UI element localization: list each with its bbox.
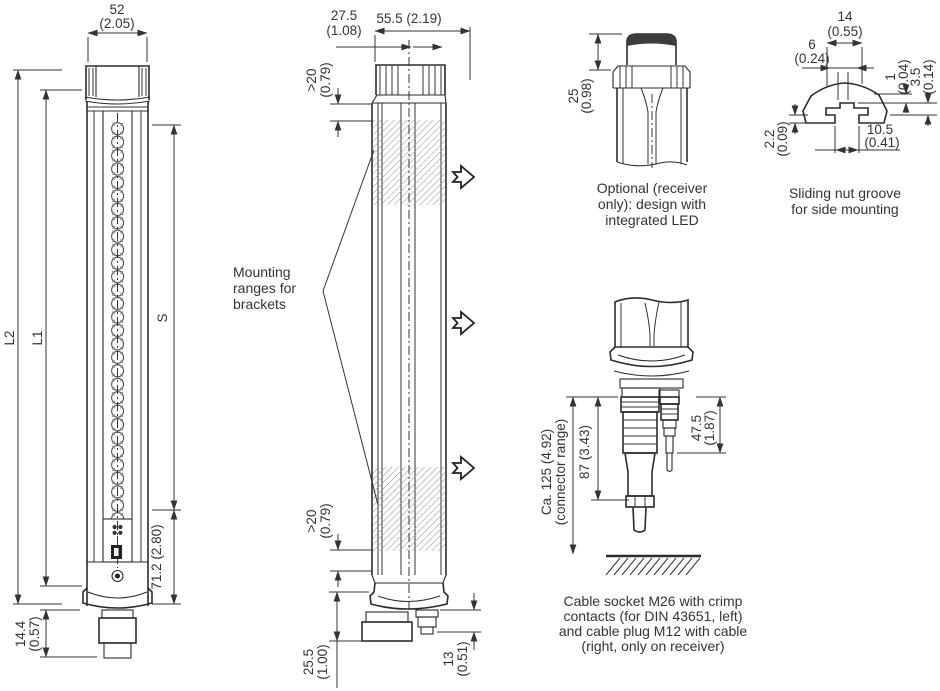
- dim-475-in: (1.87): [702, 410, 717, 446]
- dim-144-mm: 14.4: [13, 620, 28, 648]
- side-body: [372, 40, 446, 610]
- dim-22-mm: 2.2: [762, 129, 777, 149]
- led-caption-line3: integrated LED: [605, 212, 699, 228]
- groove-caption-line1: Sliding nut groove: [788, 185, 902, 201]
- dim-255-in: (1.00): [315, 644, 330, 680]
- led-option-view: [566, 34, 708, 228]
- front-top-cap: [85, 66, 150, 104]
- groove-caption-line2: for side mounting: [791, 201, 899, 217]
- dim-bottom-clearance-mm: >20: [304, 509, 319, 533]
- m26-socket: [621, 397, 659, 532]
- groove-view: [762, 9, 937, 217]
- led-cap-icon: [627, 34, 676, 46]
- dim-6-mm: 6: [808, 37, 816, 52]
- led-caption-line1: Optional (receiver: [596, 180, 708, 196]
- dim-475-mm: 47.5: [689, 414, 704, 442]
- dim-22-in: (0.09): [775, 121, 790, 157]
- dim-1-mm: 1: [883, 73, 898, 81]
- front-end-cap: [83, 588, 152, 658]
- front-view: [2, 2, 181, 658]
- mounting-note-leaders: [323, 150, 378, 505]
- dim-35-in: (0.14): [921, 59, 936, 95]
- dim-105-mm: 10.5: [866, 122, 894, 137]
- connector-caption-line4: (right, only on receiver): [581, 638, 725, 654]
- dim-52-in: (2.05): [99, 16, 135, 31]
- mounting-note-line3: brackets: [233, 296, 286, 312]
- dim-6-in: (0.24): [794, 51, 830, 66]
- dim-275-in: (1.08): [326, 23, 362, 38]
- dim-14-mm: 14: [837, 9, 853, 24]
- connector-caption-line3: and cable plug M12 with cable: [558, 623, 748, 639]
- connector-view: [539, 298, 747, 654]
- dim-25-mm: 25: [566, 88, 581, 104]
- dim-712-label: 71.2 (2.80): [149, 524, 164, 590]
- label-s: S: [155, 313, 170, 323]
- mounting-note-line2: ranges for: [233, 280, 297, 296]
- ground-symbol: [606, 556, 701, 575]
- dim-top-clearance-in: (0.79): [318, 62, 333, 98]
- dim-14-in: (0.55): [827, 24, 863, 39]
- dim-13-mm: 13: [441, 651, 456, 667]
- dim-144-in: (0.57): [27, 616, 42, 652]
- side-end-cap: [362, 575, 448, 641]
- dim-top-clearance-mm: >20: [304, 68, 319, 92]
- direction-arrow-icon: [453, 457, 474, 479]
- dim-52-mm: 52: [109, 2, 125, 17]
- m12-plug: [660, 397, 679, 472]
- side-view: [233, 8, 481, 688]
- dim-275-mm: 27.5: [330, 8, 358, 23]
- mounting-note-line1: Mounting: [233, 264, 291, 280]
- dim-ca125-sublabel: (connector range): [553, 418, 568, 526]
- direction-arrow-icon: [453, 166, 474, 188]
- dim-255-mm: 25.5: [301, 648, 316, 676]
- connector-device-stub: [610, 298, 693, 397]
- dim-bottom-clearance-in: (0.79): [318, 503, 333, 539]
- dim-555-label: 55.5 (2.19): [376, 11, 442, 26]
- dim-25-in: (0.98): [579, 78, 594, 114]
- dim-105-in: (0.41): [864, 135, 900, 150]
- direction-arrow-icon: [453, 312, 474, 334]
- dim-ca125-label: Ca. 125 (4.92): [539, 428, 554, 516]
- dim-87-label: 87 (3.43): [577, 424, 592, 480]
- label-l2: L2: [2, 330, 17, 346]
- led-caption-line2: only): design with: [597, 196, 707, 212]
- connector-caption-line2: contacts (for DIN 43651, left): [563, 608, 743, 624]
- dim-13-in: (0.51): [455, 641, 470, 677]
- label-l1: L1: [30, 330, 45, 346]
- front-body: [87, 101, 148, 606]
- led-device: [613, 34, 690, 168]
- beam-direction-arrows: [453, 166, 474, 479]
- dim-1-in: (0.04): [896, 59, 911, 95]
- dim-35-mm: 3.5: [908, 67, 923, 87]
- connector-caption-line1: Cable socket M26 with crimp: [563, 593, 743, 609]
